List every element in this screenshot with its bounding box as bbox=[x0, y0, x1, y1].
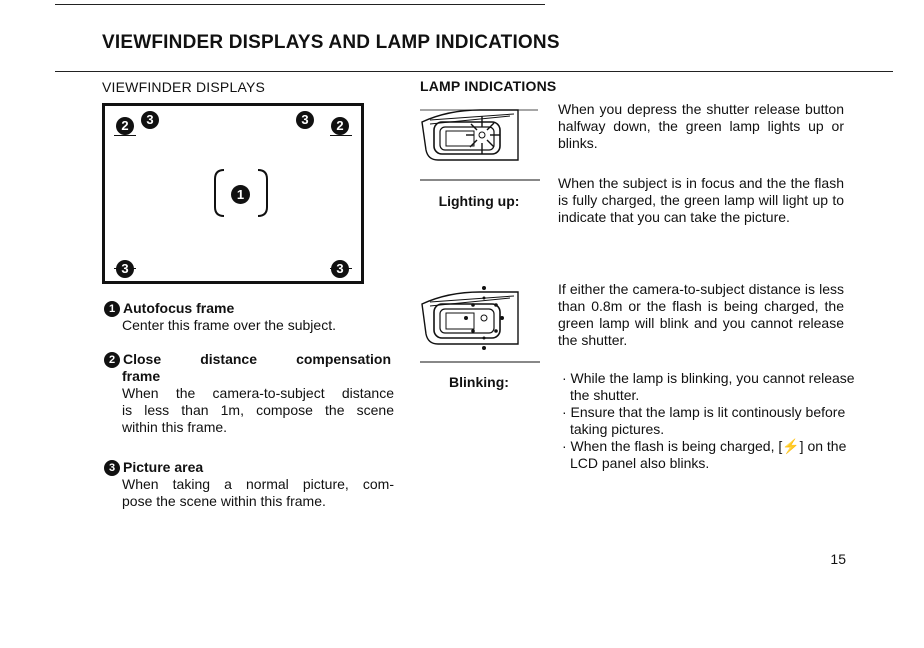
lighting-paragraph-1: When you depress the shutter release button halfway down, the green lamp lights up or blinks. bbox=[558, 101, 844, 151]
legend-close-distance bbox=[104, 351, 394, 436]
legend-title-cont: frame bbox=[122, 368, 161, 384]
marker-2-top-left: 2 bbox=[116, 117, 134, 135]
viewfinder-diagram bbox=[102, 103, 364, 284]
marker-2-top-right: 2 bbox=[331, 117, 349, 135]
legend-body-autofocus: Center this frame over the subject. bbox=[122, 317, 336, 333]
lamp-section-title: LAMP INDICATIONS bbox=[420, 78, 557, 94]
marker-3-bottom-left: 3 bbox=[116, 260, 134, 278]
marker-3-top-left: 3 bbox=[141, 111, 159, 129]
body-line: When taking a normal picture, com- bbox=[122, 476, 394, 492]
top-rule bbox=[55, 4, 545, 5]
blinking-note: · Ensure that the lamp is lit continously before taking pictures. bbox=[562, 404, 846, 437]
title-word-distance: distance bbox=[200, 351, 258, 367]
blinking-note: · While the lamp is blinking, you cannot release the shutter. bbox=[562, 370, 855, 403]
legend-autofocus bbox=[104, 300, 394, 334]
body-line: When the camera-to-subject distance bbox=[122, 385, 394, 401]
lighting-paragraph-2: When the subject is in focus and the the flash is fully charged, the green lamp will light up to indicate that you can take the picture. bbox=[558, 175, 844, 225]
legend-number-1: 1 bbox=[104, 301, 120, 317]
marker-3-bottom-right: 3 bbox=[331, 260, 349, 278]
legend-number-2: 2 bbox=[104, 352, 120, 368]
viewfinder-section-title: VIEWFINDER DISPLAYS bbox=[102, 79, 266, 95]
legend-body-picture-area bbox=[104, 476, 394, 510]
close-distance-corner-top-left bbox=[114, 135, 136, 136]
legend-title-close-distance bbox=[123, 351, 391, 368]
page-title: VIEWFINDER DISPLAYS AND LAMP INDICATIONS bbox=[102, 32, 560, 53]
body-line: within this frame. bbox=[122, 419, 228, 435]
blinking-caption: Blinking: bbox=[449, 374, 509, 390]
marker-3-top-right: 3 bbox=[296, 111, 314, 129]
legend-body-close-distance bbox=[104, 385, 394, 436]
title-word-close: Close bbox=[123, 351, 162, 367]
body-line: pose the scene within this frame. bbox=[122, 493, 326, 509]
title-rule bbox=[55, 71, 893, 72]
lighting-up-caption: Lighting up: bbox=[438, 193, 520, 209]
body-line: is less than 1m, compose the scene bbox=[122, 402, 394, 418]
legend-title-autofocus: Autofocus frame bbox=[123, 300, 235, 316]
page-number: 15 bbox=[830, 551, 846, 567]
marker-1-center: 1 bbox=[231, 185, 250, 204]
legend-picture-area bbox=[104, 459, 394, 510]
lamp-blinking-illustration bbox=[418, 278, 542, 364]
close-distance-corner-top-right bbox=[330, 135, 352, 136]
legend-number-3: 3 bbox=[104, 460, 120, 476]
title-word-compensation: compensation bbox=[296, 351, 391, 367]
blinking-paragraph: If either the camera-to-subject distance is less than 0.8m or the flash is being charged, the green lamp will blink and you cannot release the shutter. bbox=[558, 281, 844, 348]
lamp-lighting-illustration bbox=[418, 98, 542, 182]
blinking-notes bbox=[558, 370, 858, 472]
blinking-note: · When the flash is being charged, [⚡] on the LCD panel also blinks. bbox=[562, 438, 847, 471]
legend-title-picture-area: Picture area bbox=[123, 459, 204, 475]
